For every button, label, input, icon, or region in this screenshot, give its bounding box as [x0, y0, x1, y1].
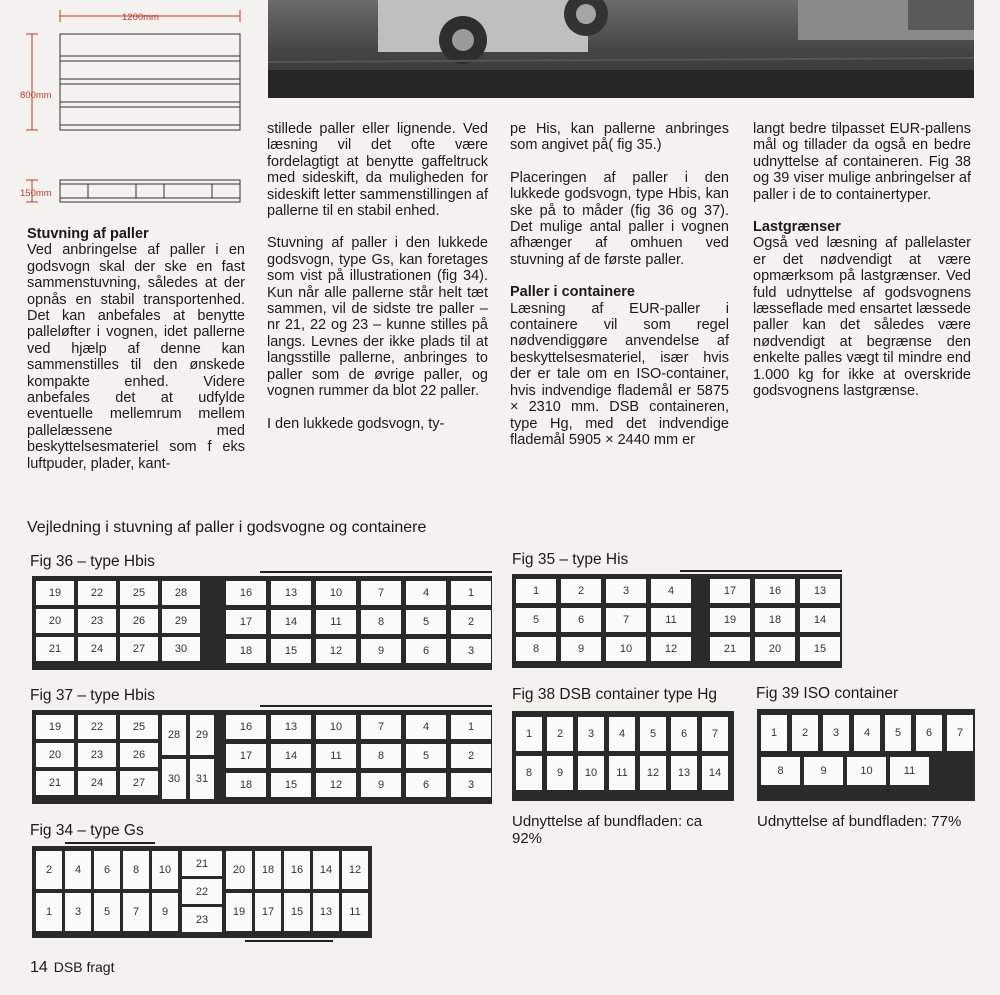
pallet-cell: 26: [120, 743, 158, 767]
pallet-cell: 13: [313, 893, 339, 931]
text-column-1: [27, 226, 245, 472]
pallet-cell: 27: [120, 637, 158, 661]
pallet-cell: 30: [162, 637, 200, 661]
fig34-rule-bottom: [245, 940, 333, 942]
pallet-cell: 23: [182, 907, 222, 932]
pallet-cell: 19: [36, 715, 74, 739]
pallet-diagram: [18, 6, 250, 214]
pallet-cell: 2: [792, 715, 818, 751]
pallet-cell: 1: [516, 579, 556, 603]
pallet-cell: 20: [36, 743, 74, 767]
pallet-cell: 14: [800, 608, 840, 632]
pallet-cell: 22: [78, 581, 116, 605]
pallet-cell: 3: [451, 639, 491, 663]
column1-body: Ved anbringelse af paller i en godsvogn skal der ske en fast sammenstuvning, således at der opnås en stabil transportenhed. Det kan anbefales at benytte palleløfter i vognen, idet pallerne ved hjælp af denne kan sammenstilles til den ønskede kompakte enhed. Videre anbefales det at udfylde eventuelle mellemrum mellem pallelæssene med beskyttelsesmateriel som f eks luftpuder, plader, kant-: [27, 242, 245, 472]
pallet-cell: 19: [710, 608, 750, 632]
page-footer: [30, 959, 115, 977]
fig34-caption: Fig 34 – type Gs: [30, 822, 144, 839]
pallet-cell: 19: [226, 893, 252, 931]
pallet-depth-label: 800mm: [20, 90, 52, 101]
pallet-cell: 5: [406, 744, 446, 768]
pallet-cell: 19: [36, 581, 74, 605]
pallet-cell: 26: [120, 609, 158, 633]
pallet-cell: 3: [823, 715, 849, 751]
pallet-cell: 23: [78, 609, 116, 633]
pallet-cell: 23: [78, 743, 116, 767]
pallet-cell: 8: [516, 637, 556, 661]
fig35-grid: [512, 574, 842, 668]
pallet-cell: 1: [516, 717, 542, 751]
column4-p2: Også ved læsning af pallelaster er det nødvendigt at være opmærksom på lastgrænser. Ved fuld udnyttelse af godsvognens læsseflade med ensartet læssede paller kan det således være nødvendigt at begrænse den enkelte palles vægt til mindre end 1.000 kg for ikke at overskride godsvognens lastgrænse.: [753, 235, 971, 400]
pallet-cell: 6: [561, 608, 601, 632]
pallet-height-label: 150mm: [20, 188, 52, 199]
pallet-cell: 17: [226, 744, 266, 768]
pallet-cell: 11: [609, 756, 635, 790]
pallet-cell: 29: [190, 715, 214, 755]
pallet-cell: 21: [182, 851, 222, 876]
pallet-cell: 25: [120, 715, 158, 739]
pallet-cell: 13: [800, 579, 840, 603]
pallet-cell: 8: [361, 610, 401, 634]
pallet-cell: 11: [316, 610, 356, 634]
pallet-cell: 6: [671, 717, 697, 751]
pallet-cell: 15: [271, 639, 311, 663]
pallet-cell: 11: [316, 744, 356, 768]
pallet-cell: 1: [451, 581, 491, 605]
pallet-cell: 3: [606, 579, 646, 603]
fig37-grid: [32, 710, 492, 804]
pallet-cell: 20: [36, 609, 74, 633]
pallet-cell: 6: [916, 715, 942, 751]
pallet-cell: 15: [800, 637, 840, 661]
fig39-grid: [757, 709, 975, 801]
pallet-cell: 12: [316, 639, 356, 663]
pallet-cell: 9: [152, 893, 178, 931]
pallet-cell: 2: [451, 610, 491, 634]
pallet-cell: 8: [516, 756, 542, 790]
pallet-cell: 18: [226, 639, 266, 663]
pallet-cell: 14: [271, 610, 311, 634]
fig34-rule: [65, 842, 155, 844]
pallet-cell: 2: [547, 717, 573, 751]
pallet-cell: 9: [561, 637, 601, 661]
pallet-cell: 5: [406, 610, 446, 634]
column3-p1: pe His, kan pallerne anbringes som angivet på( fig 35.): [510, 121, 729, 154]
pallet-cell: 5: [94, 893, 120, 931]
pallet-cell: 18: [755, 608, 795, 632]
pallet-cell: 5: [885, 715, 911, 751]
pallet-cell: 1: [36, 893, 62, 931]
pallet-cell: 3: [65, 893, 91, 931]
pallet-cell: 7: [123, 893, 149, 931]
pallet-cell: 13: [671, 756, 697, 790]
column2-p1: stillede paller eller lignende. Ved læsning vil det ofte være fordelagtigt at benytte gaffeltruck med sideskift, da muligheden for sideskift letter sammenstillingen af pallerne til en stabil enhed.: [267, 121, 488, 220]
pallet-cell: 10: [152, 851, 178, 889]
pallet-cell: 9: [361, 773, 401, 797]
pallet-cell: 4: [609, 717, 635, 751]
pallet-cell: 20: [226, 851, 252, 889]
pallet-cell: 17: [226, 610, 266, 634]
pallet-cell: 1: [451, 715, 491, 739]
pallet-cell: 7: [361, 715, 401, 739]
pallet-cell: 2: [451, 744, 491, 768]
pallet-cell: 22: [78, 715, 116, 739]
pallet-cell: 7: [702, 717, 728, 751]
pallet-cell: 10: [847, 757, 886, 785]
text-column-2: [267, 121, 488, 432]
fig35-caption: Fig 35 – type His: [512, 551, 629, 568]
fig37-rule: [260, 705, 492, 707]
pallet-cell: 31: [190, 759, 214, 799]
pallet-cell: 16: [226, 581, 266, 605]
pallet-cell: 8: [361, 744, 401, 768]
pallet-cell: 4: [406, 715, 446, 739]
fig38-grid: [512, 711, 734, 801]
pallet-cell: 21: [36, 771, 74, 795]
pallet-cell: 18: [226, 773, 266, 797]
pallet-cell: 3: [578, 717, 604, 751]
column3-p2: Placeringen af paller i den lukkede godsvogn, type Hbis, kan ske på to måder (fig 36 og 37). Det mulige antal paller i vognen afhænger af omhuen ved stuvning af de første paller.: [510, 169, 729, 268]
pallet-cell: 24: [78, 771, 116, 795]
pallet-cell: 24: [78, 637, 116, 661]
pallet-cell: 10: [578, 756, 604, 790]
pallet-cell: 8: [123, 851, 149, 889]
fig35-rule: [680, 570, 842, 572]
pallet-cell: 28: [162, 581, 200, 605]
fig36-rule: [260, 571, 492, 573]
pallet-cell: 2: [36, 851, 62, 889]
fig39-caption: Fig 39 ISO container: [756, 685, 899, 702]
pallet-cell: 17: [255, 893, 281, 931]
pallet-cell: 7: [947, 715, 973, 751]
heading-paller-containere: Paller i containere: [510, 284, 635, 301]
section-title: Vejledning i stuvning af paller i godsvogne og containere: [27, 519, 427, 536]
pallet-cell: 6: [94, 851, 120, 889]
pallet-cell: 14: [702, 756, 728, 790]
pallet-cell: 13: [271, 581, 311, 605]
pallet-cell: 15: [284, 893, 310, 931]
pallet-cell: 11: [342, 893, 368, 931]
pallet-cell: 12: [640, 756, 666, 790]
pallet-cell: 29: [162, 609, 200, 633]
pallet-cell: 10: [316, 715, 356, 739]
heading-stuvning: Stuvning af paller: [27, 226, 149, 242]
pallet-cell: 22: [182, 879, 222, 904]
fig37-caption: Fig 37 – type Hbis: [30, 687, 155, 704]
pallet-cell: 21: [710, 637, 750, 661]
fig39-utilization: Udnyttelse af bundfladen: 77%: [757, 813, 962, 830]
pallet-cell: 12: [342, 851, 368, 889]
pallet-cell: 13: [271, 715, 311, 739]
pallet-cell: 7: [361, 581, 401, 605]
pallet-cell: 5: [516, 608, 556, 632]
pallet-cell: 4: [651, 579, 691, 603]
publication-name: DSB fragt: [53, 959, 115, 975]
pallet-width-label: 1200mm: [122, 12, 159, 23]
pallet-cell: 4: [854, 715, 880, 751]
pallet-cell: 16: [755, 579, 795, 603]
column3-p3: Læsning af EUR-paller i containere vil som regel nødvendiggøre anvendelse af beskyttelsesmateriel, især hvis der er tale om en ISO-container, hvis indvendige flademål er 5875 × 2310 mm. DSB containeren, type Hg, med det indvendige flademål 5905 × 2440 mm er: [510, 300, 729, 448]
pallet-cell: 14: [313, 851, 339, 889]
pallet-cell: 10: [606, 637, 646, 661]
pallet-cell: 18: [255, 851, 281, 889]
pallet-cell: 12: [651, 637, 691, 661]
pallet-cell: 16: [226, 715, 266, 739]
pallet-cell: 9: [804, 757, 843, 785]
pallet-cell: 8: [761, 757, 800, 785]
pallet-cell: 16: [284, 851, 310, 889]
pallet-cell: 27: [120, 771, 158, 795]
pallet-cell: 6: [406, 773, 446, 797]
column2-p3: I den lukkede godsvogn, ty-: [267, 415, 445, 432]
text-column-3: [510, 121, 729, 448]
pallet-cell: 9: [547, 756, 573, 790]
fig38-caption: Fig 38 DSB container type Hg: [512, 686, 718, 703]
pallet-cell: 30: [162, 759, 186, 799]
pallet-cell: 21: [36, 637, 74, 661]
pallet-cell: 7: [606, 608, 646, 632]
pallet-cell: 4: [65, 851, 91, 889]
pallet-cell: 10: [316, 581, 356, 605]
pallet-cell: 11: [890, 757, 929, 785]
pallet-cell: 17: [710, 579, 750, 603]
column2-p2: Stuvning af paller i den lukkede godsvogn, type Gs, kan foretages som vist på illustrationen (fig 34). Kun når alle pallerne står helt tæt sammen, vil de sidste tre paller – nr 21, 22 og 23 – kunne stilles på langs. Levnes der ikke plads til at langsstille pallerne, anbringes to paller som de øvrige paller, og vognen rummer da blot 22 paller.: [267, 235, 488, 400]
fig38-utilization: Udnyttelse af bundfladen: ca 92%: [512, 813, 703, 847]
heading-lastgraenser: Lastgrænser: [753, 219, 841, 236]
pallet-cell: 2: [561, 579, 601, 603]
pallet-cell: 11: [651, 608, 691, 632]
pallet-cell: 15: [271, 773, 311, 797]
page-number: 14: [30, 959, 48, 976]
fig36-caption: Fig 36 – type Hbis: [30, 553, 155, 570]
fig36-grid: [32, 576, 492, 670]
pallet-cell: 9: [361, 639, 401, 663]
pallet-cell: 4: [406, 581, 446, 605]
pallet-cell: 3: [451, 773, 491, 797]
pallet-cell: 6: [406, 639, 446, 663]
pallet-cell: 28: [162, 715, 186, 755]
column4-p1: langt bedre tilpasset EUR-pallens mål og tillader da også en bedre udnyttelse af containeren. Fig 38 og 39 viser mulige anbringelser af paller i de to containertyper.: [753, 121, 971, 203]
pallet-cell: 5: [640, 717, 666, 751]
fig34-grid: [32, 846, 372, 938]
pallet-cell: 1: [761, 715, 787, 751]
forklift-photo: [268, 0, 974, 98]
pallet-cell: 14: [271, 744, 311, 768]
pallet-cell: 12: [316, 773, 356, 797]
pallet-cell: 25: [120, 581, 158, 605]
text-column-4: [753, 121, 971, 400]
pallet-cell: 20: [755, 637, 795, 661]
